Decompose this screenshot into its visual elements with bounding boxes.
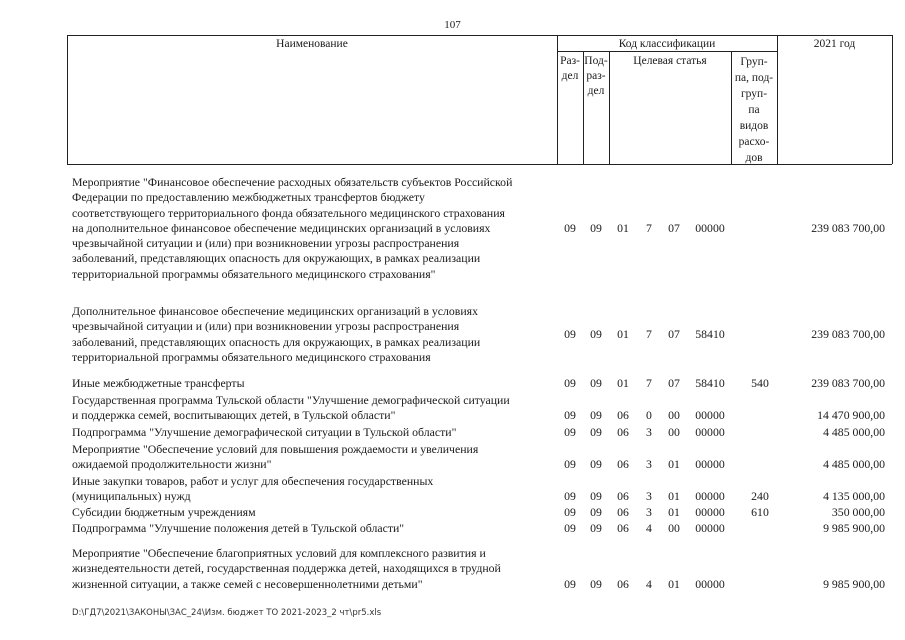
row-name-line: ожидаемой продолжительности жизни" bbox=[72, 457, 272, 472]
code-cs4: 00000 bbox=[695, 576, 725, 591]
row-name bbox=[72, 521, 554, 536]
code-cs1: 06 bbox=[617, 489, 629, 504]
page-number: 107 bbox=[444, 19, 461, 31]
code-cs4: 58410 bbox=[695, 326, 725, 341]
code-pr: 09 bbox=[590, 521, 602, 535]
row-name bbox=[72, 393, 554, 424]
code-cs2: 7 bbox=[646, 326, 652, 341]
code-cs3: 01 bbox=[668, 505, 680, 519]
code-cs4: 00000 bbox=[695, 425, 725, 439]
row-amount: 14 470 900,00 bbox=[817, 408, 885, 423]
code-cs3: 01 bbox=[668, 457, 680, 472]
code-vr: 240 bbox=[751, 489, 769, 504]
code-cs2: 4 bbox=[646, 576, 652, 591]
row-name-line: Мероприятие "Обеспечение условий для повышения рождаемости и увеличения bbox=[72, 442, 479, 456]
row-amount: 239 083 700,00 bbox=[811, 376, 885, 390]
code-cs1: 01 bbox=[617, 220, 629, 235]
code-cs3: 01 bbox=[668, 576, 680, 591]
row-name-line: чрезвычайной ситуации и (или) при возникновении угрозы распространения bbox=[72, 236, 460, 251]
row-name-line: (муниципальных) нужд bbox=[72, 489, 191, 504]
code-cs3: 00 bbox=[668, 521, 680, 535]
row-amount: 4 485 000,00 bbox=[823, 425, 885, 439]
code-rz: 09 bbox=[564, 408, 576, 423]
row-name bbox=[72, 442, 554, 473]
code-cs2: 3 bbox=[646, 425, 652, 439]
code-cs1: 06 bbox=[617, 576, 629, 591]
code-cs2: 3 bbox=[646, 505, 652, 519]
row-amount: 239 083 700,00 bbox=[811, 326, 885, 341]
code-cs1: 01 bbox=[617, 326, 629, 341]
code-cs1: 06 bbox=[617, 425, 629, 439]
code-pr: 09 bbox=[590, 220, 602, 235]
file-path-footer: D:\ГД7\2021\ЗАКОНЫ\ЗАС_24\Изм. бюджет ТО 2021-2023_2 чт\pr5.xls bbox=[72, 608, 382, 618]
code-pr: 09 bbox=[590, 376, 602, 390]
code-cs2: 3 bbox=[646, 457, 652, 472]
row-amount: 239 083 700,00 bbox=[811, 220, 885, 235]
code-pr: 09 bbox=[590, 408, 602, 423]
header-classification: Код классификации bbox=[618, 38, 716, 50]
row-name-line: соответствующего территориального фонда обязательного медицинского страхования bbox=[72, 205, 505, 220]
row-name bbox=[72, 474, 554, 505]
row-name-line: Подпрограмма "Улучшение положения детей в Тульской области" bbox=[72, 521, 405, 535]
header-name: Наименование bbox=[276, 38, 348, 50]
code-cs1: 01 bbox=[617, 376, 629, 390]
row-name bbox=[72, 505, 554, 520]
row-name-line: Федерации по предоставлению межбюджетных трансфертов бюджету bbox=[72, 190, 425, 205]
code-cs3: 07 bbox=[668, 376, 680, 390]
header-year: 2021 год bbox=[813, 38, 856, 50]
code-rz: 09 bbox=[564, 376, 576, 390]
row-name bbox=[72, 304, 554, 365]
row-name-line: Мероприятие "Финансовое обеспечение расходных обязательств субъектов Российской bbox=[72, 175, 513, 189]
code-cs4: 00000 bbox=[695, 457, 725, 472]
code-rz: 09 bbox=[564, 521, 576, 535]
row-name-line: и поддержка семей, воспитывающих детей, в Тульской области" bbox=[72, 408, 396, 423]
code-vr: 610 bbox=[751, 505, 769, 519]
row-name-line: Мероприятие "Обеспечение благоприятных условий для комплексного развития и bbox=[72, 546, 486, 560]
code-pr: 09 bbox=[590, 505, 602, 519]
row-amount: 350 000,00 bbox=[831, 505, 885, 519]
row-amount: 4 485 000,00 bbox=[823, 457, 885, 472]
code-rz: 09 bbox=[564, 576, 576, 591]
row-name-line: Иные межбюджетные трансферты bbox=[72, 376, 245, 390]
code-cs2: 7 bbox=[646, 220, 652, 235]
code-cs1: 06 bbox=[617, 457, 629, 472]
code-rz: 09 bbox=[564, 505, 576, 519]
header-target: Целевая статья bbox=[633, 55, 707, 67]
code-cs3: 07 bbox=[668, 326, 680, 341]
header-razdel: Раз- дел bbox=[560, 55, 580, 82]
row-name bbox=[72, 546, 554, 592]
code-rz: 09 bbox=[564, 489, 576, 504]
code-cs4: 00000 bbox=[695, 220, 725, 235]
code-cs4: 00000 bbox=[695, 408, 725, 423]
code-cs3: 00 bbox=[668, 408, 680, 423]
row-name-line: Государственная программа Тульской области "Улучшение демографической ситуации bbox=[72, 393, 510, 407]
row-name-line: чрезвычайной ситуации и (или) при возникновении угрозы распространения bbox=[72, 319, 460, 334]
code-cs1: 06 bbox=[617, 521, 629, 535]
code-rz: 09 bbox=[564, 457, 576, 472]
code-rz: 09 bbox=[564, 220, 576, 235]
row-name-line: Иные закупки товаров, работ и услуг для обеспечения государственных bbox=[72, 474, 434, 488]
row-name bbox=[72, 425, 554, 440]
row-name-line: Дополнительное финансовое обеспечение медицинских организаций в условиях bbox=[72, 304, 478, 318]
code-cs4: 00000 bbox=[695, 521, 725, 535]
code-cs4: 00000 bbox=[695, 489, 725, 504]
code-vr: 540 bbox=[751, 376, 769, 390]
row-name-line: жизненной ситуации, а также семей с несовершеннолетними детьми" bbox=[72, 576, 423, 591]
code-cs1: 06 bbox=[617, 408, 629, 423]
code-pr: 09 bbox=[590, 425, 602, 439]
code-pr: 09 bbox=[590, 326, 602, 341]
code-cs2: 0 bbox=[646, 408, 652, 423]
code-pr: 09 bbox=[590, 457, 602, 472]
code-cs2: 4 bbox=[646, 521, 652, 535]
code-cs2: 7 bbox=[646, 376, 652, 390]
code-cs4: 00000 bbox=[695, 505, 725, 519]
code-cs3: 00 bbox=[668, 425, 680, 439]
code-cs3: 01 bbox=[668, 489, 680, 504]
code-pr: 09 bbox=[590, 489, 602, 504]
code-cs4: 58410 bbox=[695, 376, 725, 390]
header-group: Груп- па, под- груп- па видов расхо- дов bbox=[734, 56, 774, 164]
row-amount: 9 985 900,00 bbox=[823, 521, 885, 535]
row-name-line: на дополнительное финансовое обеспечение медицинских организаций в условиях bbox=[72, 220, 491, 235]
code-cs2: 3 bbox=[646, 489, 652, 504]
row-name-line: территориальной программы обязательного медицинского страхования" bbox=[72, 266, 436, 281]
row-name-line: территориальной программы обязательного медицинского страхования bbox=[72, 349, 431, 364]
row-name-line: жизнедеятельности детей, государственная поддержка детей, находящихся в трудной bbox=[72, 561, 501, 576]
row-name-line: Субсидии бюджетным учреждениям bbox=[72, 505, 256, 519]
code-pr: 09 bbox=[590, 576, 602, 591]
row-name-line: заболеваний, представляющих опасность для окружающих, в рамках реализации bbox=[72, 251, 481, 266]
row-amount: 9 985 900,00 bbox=[823, 576, 885, 591]
code-rz: 09 bbox=[564, 326, 576, 341]
code-rz: 09 bbox=[564, 425, 576, 439]
row-amount: 4 135 000,00 bbox=[823, 489, 885, 504]
header-podrazdel: Под- раз- дел bbox=[584, 55, 608, 97]
row-name bbox=[72, 376, 554, 391]
row-name bbox=[72, 175, 554, 282]
code-cs1: 06 bbox=[617, 505, 629, 519]
row-name-line: заболеваний, представляющих опасность для окружающих, в рамках реализации bbox=[72, 334, 481, 349]
code-cs3: 07 bbox=[668, 220, 680, 235]
row-name-line: Подпрограмма "Улучшение демографической ситуации в Тульской области" bbox=[72, 425, 457, 439]
